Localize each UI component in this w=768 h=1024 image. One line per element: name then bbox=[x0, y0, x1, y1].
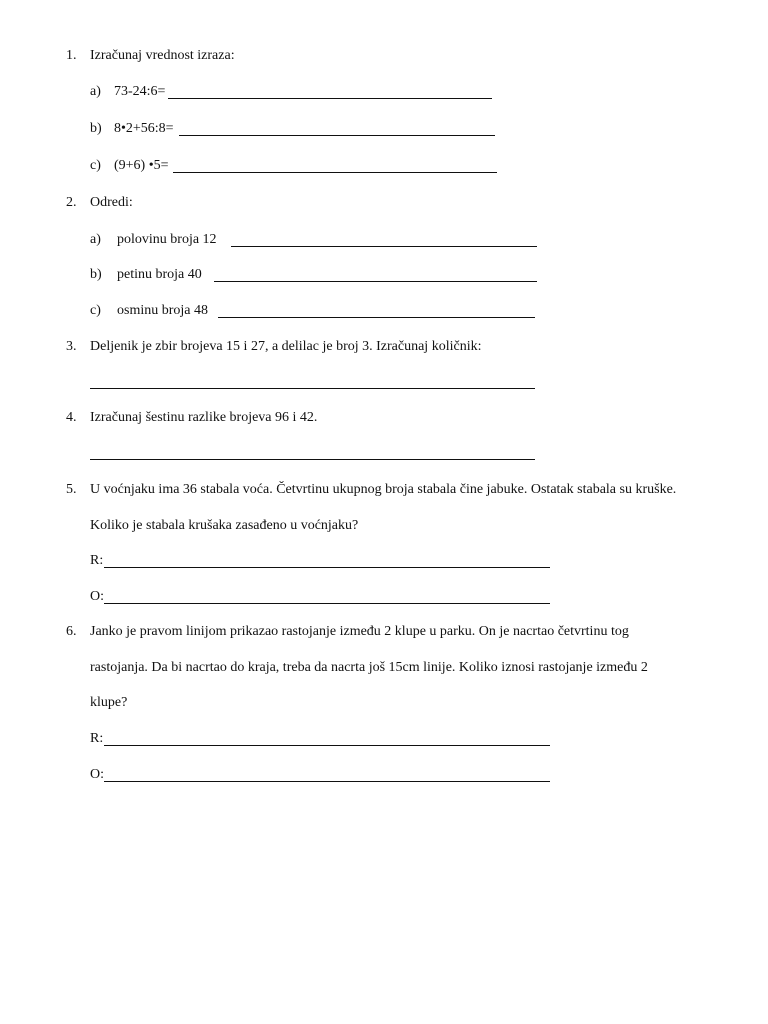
item-label: a) bbox=[90, 232, 101, 247]
answer-line[interactable] bbox=[173, 172, 497, 173]
question-number: 4. bbox=[66, 410, 77, 425]
item-text: 8•2+56:8= bbox=[114, 121, 174, 136]
question-number: 6. bbox=[66, 624, 77, 639]
answer-label-r: R: bbox=[90, 553, 104, 568]
item-label: a) bbox=[90, 84, 101, 99]
answer-line[interactable] bbox=[90, 459, 535, 460]
item-text: (9+6) •5= bbox=[114, 158, 169, 173]
question-text-line-3: klupe? bbox=[90, 695, 128, 710]
question-text: Izračunaj vrednost izraza: bbox=[90, 48, 235, 63]
question-number: 3. bbox=[66, 339, 77, 354]
answer-line[interactable] bbox=[218, 317, 535, 318]
question-text: Deljenik je zbir brojeva 15 i 27, a delilac je broj 3. Izračunaj količnik: bbox=[90, 339, 482, 354]
question-text-line-1: Janko je pravom linijom prikazao rastojanje između 2 klupe u parku. On je nacrtao četvrtinu tog bbox=[90, 624, 629, 639]
question-number: 5. bbox=[66, 482, 77, 497]
question-text: Izračunaj šestinu razlike brojeva 96 i 42. bbox=[90, 410, 318, 425]
answer-label-o: O: bbox=[90, 589, 104, 604]
answer-line-r[interactable] bbox=[104, 567, 550, 568]
answer-line[interactable] bbox=[214, 281, 537, 282]
answer-line[interactable] bbox=[168, 98, 492, 99]
question-number: 2. bbox=[66, 195, 77, 210]
question-text-line-1: U voćnjaku ima 36 stabala voća. Četvrtinu ukupnog broja stabala čine jabuke. Ostatak stabala su kruške. bbox=[90, 482, 677, 497]
answer-line[interactable] bbox=[90, 388, 535, 389]
question-text-line-2: rastojanja. Da bi nacrtao do kraja, treba da nacrta još 15cm linije. Koliko iznosi rastojanje između 2 bbox=[90, 660, 648, 675]
answer-line[interactable] bbox=[231, 246, 537, 247]
question-text: Odredi: bbox=[90, 195, 133, 210]
item-text: petinu broja 40 bbox=[117, 267, 202, 282]
answer-line[interactable] bbox=[179, 135, 495, 136]
answer-line-o[interactable] bbox=[104, 603, 550, 604]
item-label: b) bbox=[90, 121, 102, 136]
item-label: b) bbox=[90, 267, 102, 282]
item-text: 73-24:6= bbox=[114, 84, 166, 99]
item-label: c) bbox=[90, 158, 101, 173]
question-text-line-2: Koliko je stabala krušaka zasađeno u voćnjaku? bbox=[90, 518, 359, 533]
answer-label-r: R: bbox=[90, 731, 104, 746]
answer-line-o[interactable] bbox=[104, 781, 550, 782]
answer-label-o: O: bbox=[90, 767, 104, 782]
item-text: polovinu broja 12 bbox=[117, 232, 217, 247]
item-text: osminu broja 48 bbox=[117, 303, 208, 318]
answer-line-r[interactable] bbox=[104, 745, 550, 746]
question-number: 1. bbox=[66, 48, 77, 63]
item-label: c) bbox=[90, 303, 101, 318]
